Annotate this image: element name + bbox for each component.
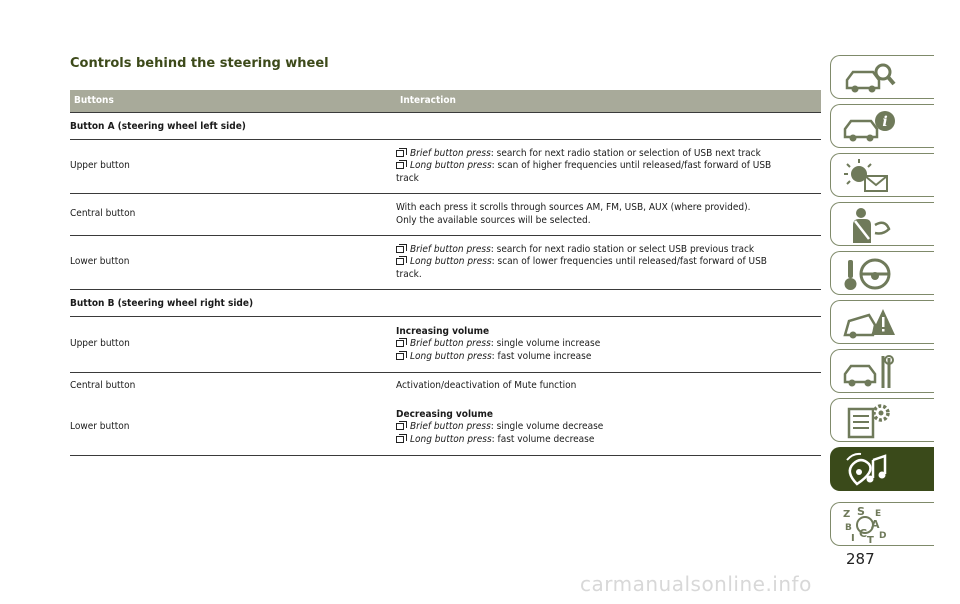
interaction-heading: Decreasing volume: [396, 408, 493, 420]
alphabetical-index-icon: [839, 505, 899, 545]
interaction-cell: [396, 400, 821, 455]
description: : single volume decrease: [490, 421, 604, 433]
checkbox-bullet-icon: [396, 162, 404, 169]
term: Brief button press: [410, 147, 491, 159]
table-row: [70, 236, 821, 290]
table-row: [70, 400, 821, 456]
description: : scan of higher frequencies until released/fast forward of USB: [491, 160, 772, 172]
tab-index[interactable]: [830, 502, 934, 546]
checkbox-bullet-icon: [396, 258, 404, 265]
tab-starting-driving[interactable]: [830, 251, 934, 295]
checkbox-bullet-icon: [396, 353, 404, 360]
index-letter: C: [859, 527, 868, 540]
button-cell: Central button: [70, 208, 136, 220]
term: Long button press: [410, 256, 492, 268]
table-header: [70, 90, 821, 112]
tab-multimedia[interactable]: [830, 447, 934, 491]
interaction-cell: [396, 140, 821, 193]
button-cell: Central button: [70, 380, 136, 392]
group-b-label: Button B (steering wheel right side): [70, 297, 254, 309]
index-letter: B: [845, 523, 852, 533]
group-heading-button-b: [70, 290, 821, 317]
tab-emergency[interactable]: [830, 300, 934, 344]
description: : single volume increase: [490, 338, 601, 350]
key-steering-wheel-icon: [839, 254, 899, 294]
tab-technical-data[interactable]: [830, 398, 934, 442]
section-title: Controls behind the steering wheel: [70, 56, 329, 71]
button-cell: Upper button: [70, 338, 130, 350]
index-letter: D: [879, 531, 887, 541]
svg-text:i: i: [882, 114, 888, 130]
car-tools-icon: [839, 352, 899, 392]
header-interaction: Interaction: [400, 95, 456, 106]
term: Long button press: [410, 433, 492, 445]
table-row: [70, 194, 821, 236]
index-letter: I: [851, 533, 855, 544]
tab-car-search[interactable]: [830, 55, 934, 99]
list-item: [396, 421, 821, 434]
button-cell: Lower button: [70, 421, 130, 433]
group-heading-button-a: [70, 112, 821, 140]
button-cell: Upper button: [70, 160, 130, 172]
term: Long button press: [410, 160, 492, 172]
index-letter: S: [857, 505, 865, 518]
seat-belt-person-icon: [839, 205, 899, 245]
index-letter: Z: [843, 509, 851, 520]
list-item: [396, 338, 821, 351]
description: : fast volume increase: [491, 350, 592, 362]
specifications-gear-icon: [839, 401, 899, 441]
description: : search for next radio station or select USB previous track: [490, 243, 755, 255]
index-letter: E: [875, 509, 882, 519]
list-item: [396, 244, 821, 257]
group-a-label: Button A (steering wheel left side): [70, 120, 246, 132]
checkbox-bullet-icon: [396, 246, 404, 253]
list-item: [396, 434, 821, 447]
tab-car-info[interactable]: [830, 104, 934, 148]
term: Brief button press: [410, 338, 491, 350]
text-line: With each press it scrolls through sources AM, FM, USB, AUX (where provided).: [396, 202, 751, 213]
header-buttons: Buttons: [74, 95, 114, 106]
tab-safety[interactable]: [830, 202, 934, 246]
car-info-icon: [839, 107, 899, 147]
watermark: carmanualsonline.info: [580, 572, 812, 596]
list-item: [396, 148, 821, 161]
wrapped-text: track: [396, 172, 419, 184]
interaction-cell: [396, 317, 821, 372]
index-letter: T: [867, 535, 874, 545]
warning-lights-message-icon: [839, 156, 899, 196]
term: Long button press: [410, 350, 492, 362]
interaction-heading: Increasing volume: [396, 325, 490, 337]
text-line: Activation/deactivation of Mute function: [396, 380, 577, 392]
interaction-cell: [396, 236, 821, 289]
checkbox-bullet-icon: [396, 340, 404, 347]
checkbox-bullet-icon: [396, 150, 404, 157]
term: Brief button press: [410, 421, 491, 433]
table-row: [70, 140, 821, 194]
checkbox-bullet-icon: [396, 423, 404, 430]
table-row: [70, 317, 821, 373]
wrapped-text: track.: [396, 268, 422, 280]
description: : search for next radio station or selection of USB next track: [490, 147, 761, 159]
multimedia-music-icon: [839, 450, 899, 490]
description: : fast volume decrease: [491, 433, 595, 445]
tab-warning-lights[interactable]: [830, 153, 934, 197]
interaction-cell: [396, 373, 821, 400]
car-search-icon: [839, 58, 899, 98]
controls-table: [70, 90, 821, 456]
list-item: [396, 160, 821, 173]
table-row: [70, 373, 821, 400]
list-item: [396, 256, 821, 269]
interaction-cell: [396, 194, 821, 235]
list-item: [396, 351, 821, 364]
car-crash-warning-icon: [839, 303, 899, 343]
tab-servicing[interactable]: [830, 349, 934, 393]
description: : scan of lower frequencies until released/fast forward of USB: [491, 256, 767, 268]
term: Brief button press: [410, 243, 491, 255]
text-line: Only the available sources will be selected.: [396, 214, 591, 226]
page-number: 287: [846, 550, 875, 568]
index-letter: A: [871, 518, 880, 531]
checkbox-bullet-icon: [396, 436, 404, 443]
button-cell: Lower button: [70, 256, 130, 268]
